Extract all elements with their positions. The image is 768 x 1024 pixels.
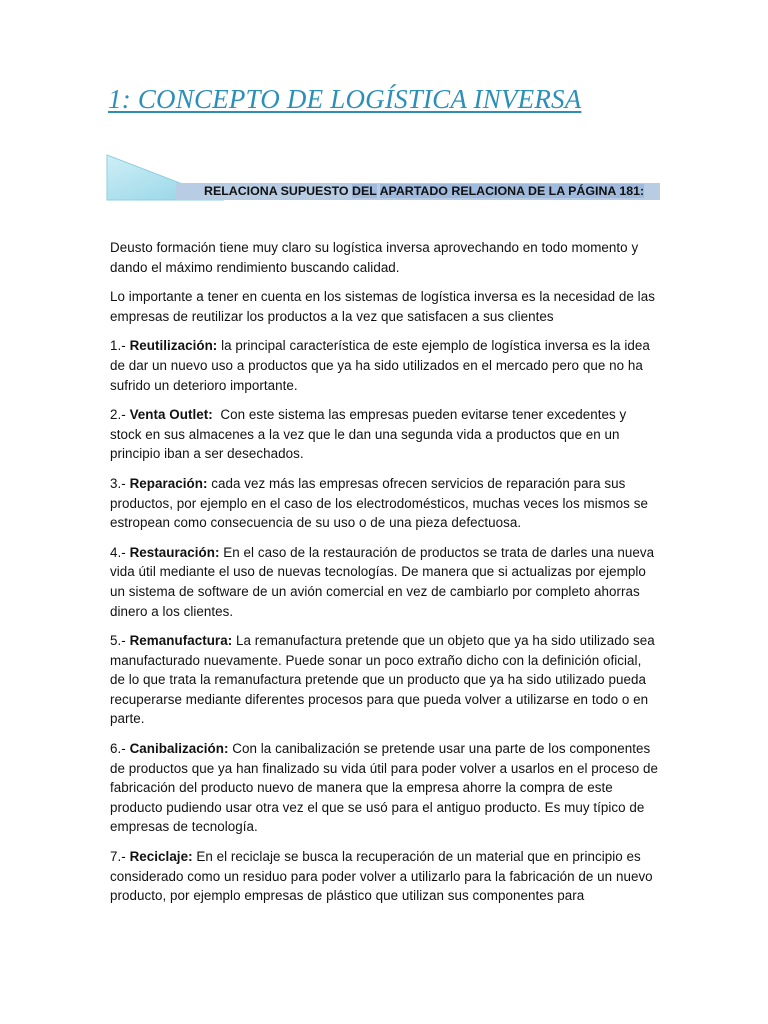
- list-item: [110, 405, 660, 464]
- intro-paragraph: Deusto formación tiene muy claro su logística inversa aprovechando en todo momento y dando el máximo rendimiento buscando calidad.: [110, 240, 639, 275]
- item-text: Con la canibalización se pretende usar una parte de los componentes de productos que ya han finalizado su vida útil para poder volver a usarlos en el proceso de fabricación del producto nuevo de manera que la empresa ahorre la compra de este producto pudiendo usar otra vez el que se usó para el antiguo producto. Es muy típico de empresas de tecnología.: [110, 741, 659, 835]
- item-term: Remanufactura:: [129, 633, 233, 649]
- banner-heading: [204, 183, 644, 200]
- item-number: 3.-: [110, 475, 130, 491]
- item-text: la principal característica de este ejemplo de logística inversa es la idea de dar un nuevo uso a productos que ya ha sido utilizados en el mercado pero que no ha sufrido un deterioro importante.: [110, 338, 650, 393]
- item-number: 6.-: [110, 741, 130, 757]
- banner-text-part: RELACIONA SUPUESTO: [204, 184, 353, 198]
- list-item: [110, 543, 660, 621]
- list-item: [110, 847, 660, 906]
- item-number: 2.-: [110, 407, 130, 423]
- list-item: [110, 474, 660, 533]
- list-item: [110, 631, 660, 729]
- item-number: 1.-: [110, 338, 130, 354]
- item-text: En el reciclaje se busca la recuperación de un material que en principio es considerado como un residuo para poder volver a utilizarlo para la fabricación de un nuevo producto, por ejemplo empresas de plástico que utilizan sus componentes para: [110, 849, 653, 904]
- item-term: Canibalización:: [129, 741, 229, 757]
- item-number: 7.-: [110, 849, 130, 865]
- list-item: [110, 336, 660, 395]
- item-text: Con este sistema las empresas pueden evitarse tener excedentes y stock en sus almacenes a la vez que le dan una segunda vida a productos que en un principio iban a ser desechados.: [110, 407, 631, 462]
- item-term: Restauración:: [129, 544, 220, 560]
- intro-paragraph: Lo importante a tener en cuenta en los sistemas de logística inversa es la necesidad de las empresas de reutilizar los productos a la vez que satisfacen a sus clientes: [110, 289, 655, 324]
- item-text: La remanufactura pretende que un objeto que ya ha sido utilizado sea manufacturado nuevamente. Puede sonar un poco extraño dicho con la definición oficial, de lo que trata la remanufactura pretende que un producto que ya ha sido utilizado pueda recuperarse mediante diferentes procesos para que pueda volver a utilizarse en todo o en parte.: [110, 633, 655, 727]
- item-term: Venta Outlet:: [129, 407, 213, 423]
- item-text: cada vez más las empresas ofrecen servicios de reparación para sus productos, por ejemplo en el caso de los electrodomésticos, muchas veces los mismos se estropean como consecuencia de su uso o de una pieza defectuosa.: [110, 475, 648, 531]
- item-text: En el caso de la restauración de productos se trata de darles una nueva vida útil mediante el uso de nuevas tecnologías. De manera que si actualizas por ejemplo un sistema de software de un avión comercial en vez de cambiarlo por completo ahorras dinero a los clientes.: [110, 544, 655, 619]
- item-number: 4.-: [110, 544, 130, 560]
- item-term: Reutilización:: [129, 338, 218, 354]
- item-term: Reciclaje:: [129, 849, 193, 865]
- banner-highlight: APARTADO RELACIONA DE LA PÁGINA 181:: [379, 184, 645, 198]
- page-title: 1: CONCEPTO DE LOGÍSTICA INVERSA: [108, 84, 582, 114]
- item-number: 5.-: [110, 633, 130, 649]
- document-body: [110, 238, 660, 916]
- list-item: [110, 739, 660, 837]
- section-banner: [106, 152, 660, 202]
- item-term: Reparación:: [129, 475, 208, 491]
- banner-highlight: DEL: [352, 184, 377, 198]
